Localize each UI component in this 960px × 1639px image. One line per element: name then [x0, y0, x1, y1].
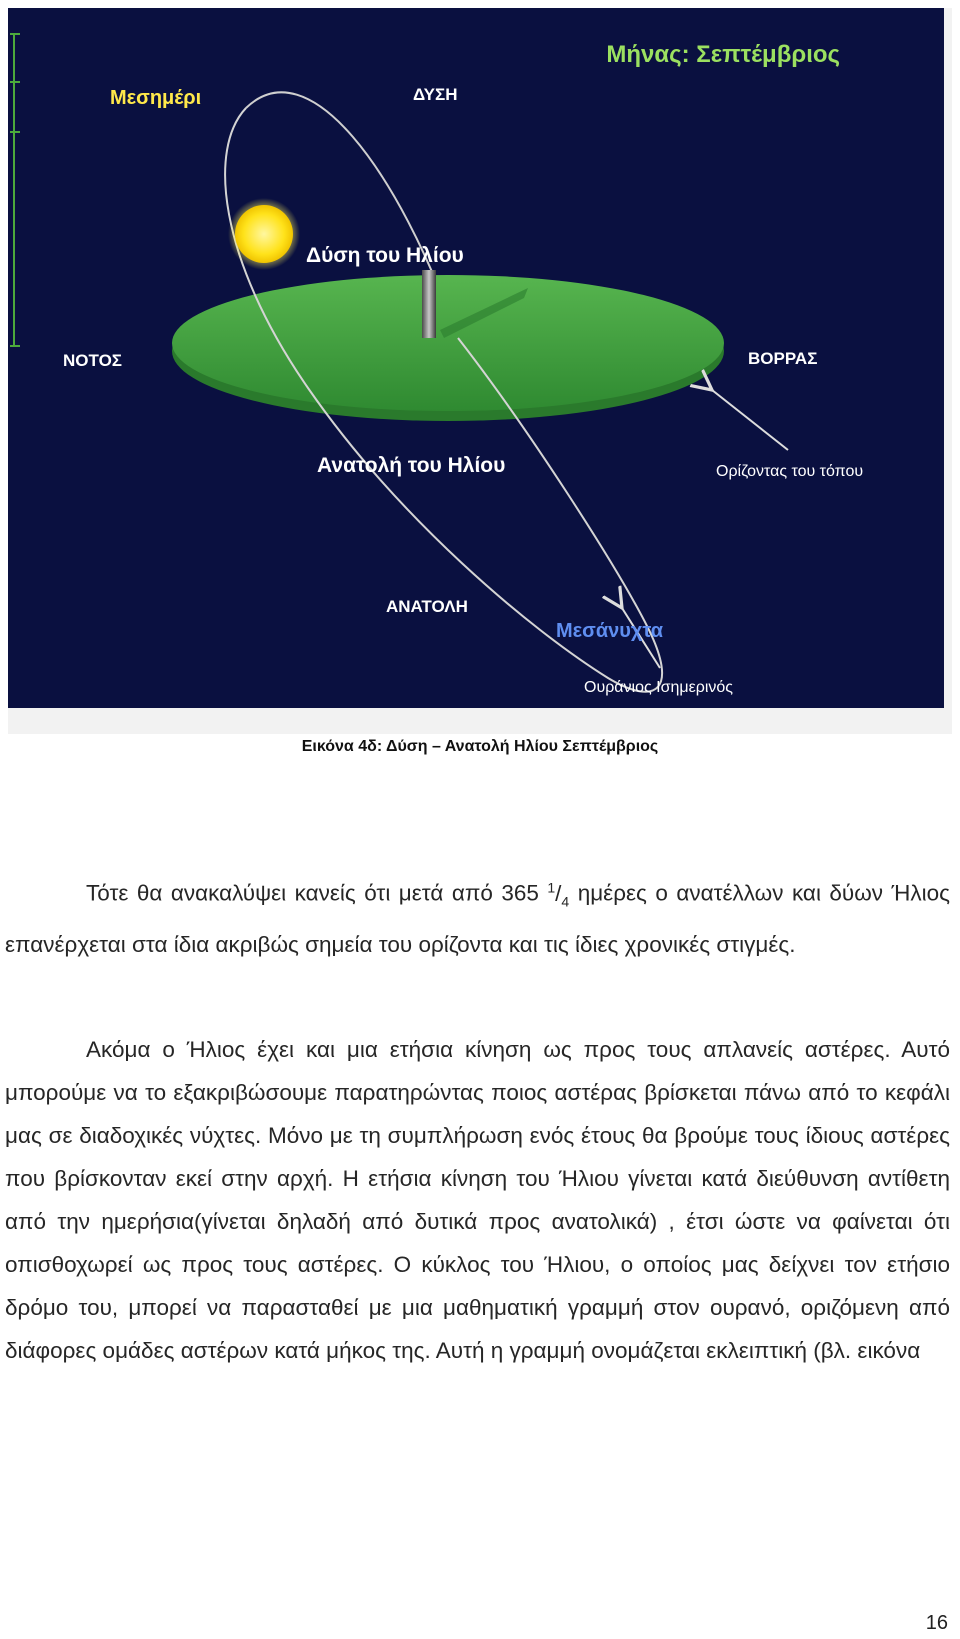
fraction-slash: /: [555, 880, 562, 906]
page-number: 16: [925, 1612, 948, 1634]
equator-label: Ουράνιος Ισημερινός: [584, 679, 733, 696]
fraction: [547, 879, 570, 909]
gnomon-pole: [422, 270, 436, 338]
west-label: ΔΥΣΗ: [413, 85, 458, 104]
midnight-label: Μεσάνυχτα: [556, 620, 664, 642]
paragraph-2-text: Ακόμα ο Ήλιος έχει και μια ετήσια κίνηση ως προς τους απλανείς αστέρες. Αυτό μπορούμε να το εξακριβώσουμε παρατηρώντας ποιος αστέρας βρίσκεται πάνω από το κεφάλι μας σε διαδοχικές νύχτες. Μόνο με τη συμπλήρωση ενός έτους θα βρούμε τους ίδιους αστέρες που βρίσκονταν εκεί στην αρχή. Η ετήσια κίνηση του Ήλιου γίνεται κατά διεύθυνση αντίθετη από την ημερήσια(γίνεται δηλαδή από δυτικά προς ανατολικά) , έτσι ώστε να φαίνεται ότι οπισθοχωρεί ως προς τους αστέρες. Ο κύκλος του Ήλιου, ο οποίος μας δείχνει τον ετήσιο δρόμο του, μπορεί να παρασταθεί με μια μαθηματική γραμμή στον ουρανό, οριζόμενη από διάφορες ομάδες αστέρων κατά μήκος της. Αυτή η γραμμή ονομάζεται εκλειπτική (βλ. εικόνα: [5, 1037, 950, 1363]
south-label: ΝΟΤΟΣ: [63, 351, 123, 370]
paragraph-1-after: ημέρες ο ανατέλλων και δύων Ήλιος επανέρχεται στα ίδια ακριβώς σημεία του ορίζοντα και τις ίδιες χρονικές στιγμές.: [5, 880, 950, 957]
sunset-label: Δύση του Ηλίου: [306, 244, 464, 267]
noon-label: Μεσημέρι: [110, 87, 202, 109]
month-label: Μήνας: Σεπτέμβριος: [606, 41, 840, 68]
east-label: ΑΝΑΤΟΛΗ: [386, 597, 468, 616]
figure-caption: Εικόνα 4δ: Δύση – Ανατολή Ηλίου Σεπτέμβριος: [301, 738, 659, 755]
sun-path-diagram: [8, 8, 952, 734]
fraction-denominator: 4: [561, 893, 570, 909]
figure-bottom-band: [8, 708, 952, 734]
horizon-label: Ορίζοντας του τόπου: [716, 463, 864, 480]
fraction-numerator: 1: [547, 879, 556, 895]
paragraph-2: [5, 1028, 950, 1372]
sunrise-label: Ανατολή του Ηλίου: [317, 454, 506, 477]
sun-path-figure: [8, 8, 952, 734]
sun-icon: [235, 205, 293, 263]
north-label: ΒΟΡΡΑΣ: [748, 349, 818, 368]
paragraph-1: [5, 866, 950, 966]
paragraph-1-before: Τότε θα ανακαλύψει κανείς ότι μετά από 365: [86, 880, 548, 906]
